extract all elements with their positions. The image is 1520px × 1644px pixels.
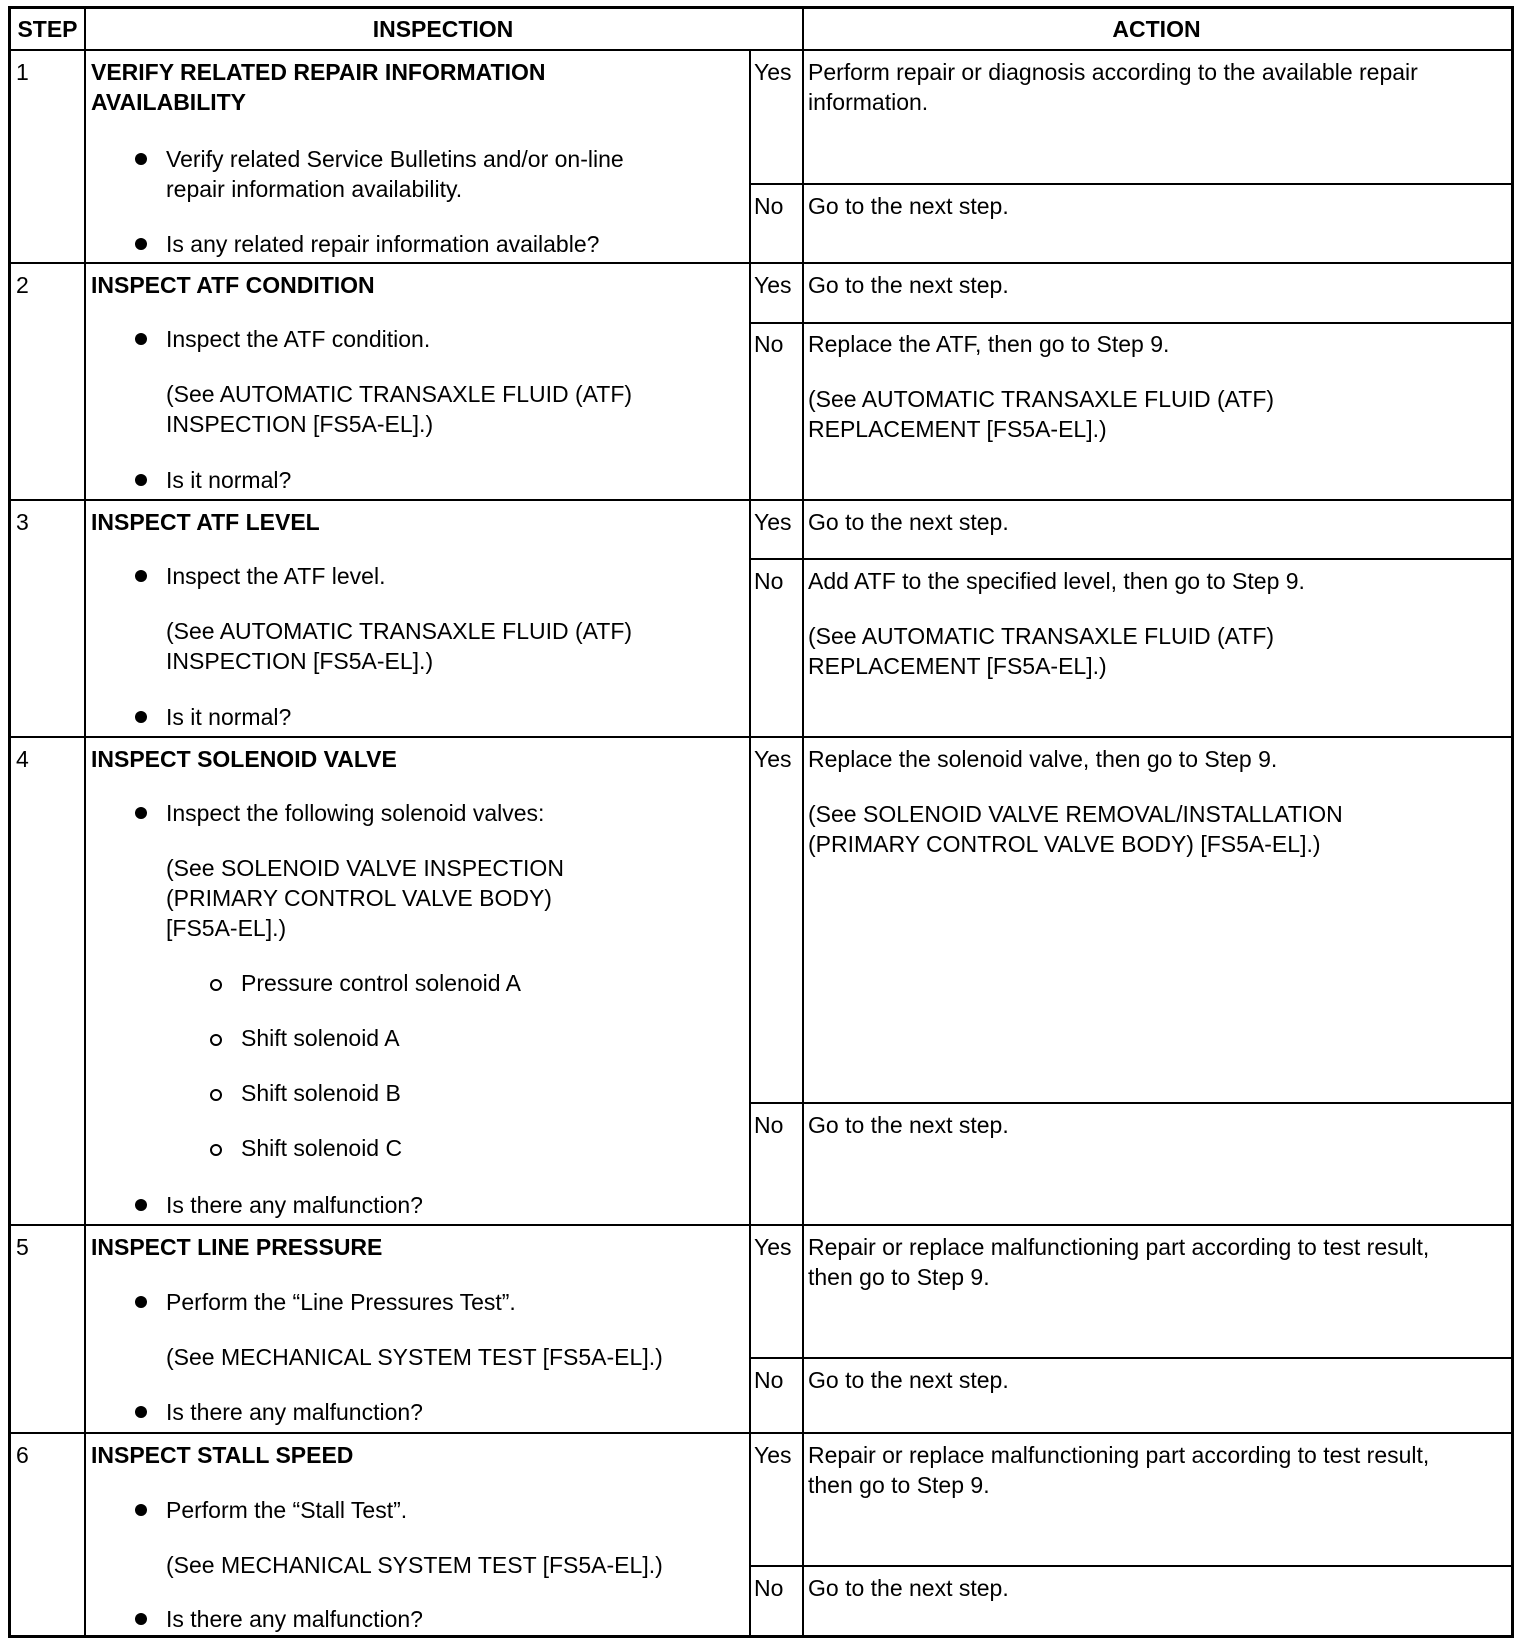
bullet-icon	[135, 711, 147, 723]
yes-no-split	[749, 322, 1511, 324]
row-line	[11, 262, 1511, 264]
yes-label: Yes	[754, 509, 792, 535]
yes-label: Yes	[754, 746, 792, 772]
action-text: Go to the next step.	[808, 509, 1009, 535]
reference-text: INSPECTION [FS5A-EL].)	[166, 411, 434, 437]
bullet-icon	[135, 1613, 147, 1625]
reference-text: (PRIMARY CONTROL VALVE BODY) [FS5A-EL].)	[808, 831, 1321, 857]
reference-text: INSPECTION [FS5A-EL].)	[166, 648, 434, 674]
action-text: Go to the next step.	[808, 1575, 1009, 1601]
yes-no-split	[749, 1102, 1511, 1104]
divider-action-col	[802, 9, 804, 1635]
yes-label: Yes	[754, 59, 792, 85]
bullet-icon	[135, 1199, 147, 1211]
step-number: 3	[16, 509, 29, 535]
step-title: INSPECT LINE PRESSURE	[91, 1234, 383, 1260]
no-label: No	[754, 1367, 784, 1393]
step-title: VERIFY RELATED REPAIR INFORMATION	[91, 59, 546, 85]
action-text: information.	[808, 89, 929, 115]
action-text: Go to the next step.	[808, 193, 1009, 219]
inspection-text: repair information availability.	[166, 176, 463, 202]
action-text: Replace the ATF, then go to Step 9.	[808, 331, 1170, 357]
divider-answer-col	[749, 49, 751, 1635]
sub-bullet-icon	[210, 979, 222, 991]
step-title: INSPECT STALL SPEED	[91, 1442, 354, 1468]
reference-text: (See AUTOMATIC TRANSAXLE FLUID (ATF)	[166, 618, 633, 644]
yes-label: Yes	[754, 272, 792, 298]
header-step: STEP	[17, 16, 78, 42]
inspection-text: Perform the “Line Pressures Test”.	[166, 1289, 516, 1315]
header-inspection: INSPECTION	[372, 16, 514, 42]
solenoid-item: Shift solenoid A	[241, 1025, 400, 1051]
row-line	[11, 1224, 1511, 1226]
reference-text: (See SOLENOID VALVE REMOVAL/INSTALLATION	[808, 801, 1343, 827]
step-number: 2	[16, 272, 29, 298]
action-text: Add ATF to the specified level, then go to Step 9.	[808, 568, 1305, 594]
sub-bullet-icon	[210, 1144, 222, 1156]
action-text: then go to Step 9.	[808, 1472, 990, 1498]
action-text: Repair or replace malfunctioning part according to test result,	[808, 1442, 1430, 1468]
reference-text: [FS5A-EL].)	[166, 915, 287, 941]
solenoid-item: Shift solenoid C	[241, 1135, 403, 1161]
reference-text: (See AUTOMATIC TRANSAXLE FLUID (ATF)	[166, 381, 633, 407]
yes-label: Yes	[754, 1234, 792, 1260]
bullet-icon	[135, 1504, 147, 1516]
action-text: then go to Step 9.	[808, 1264, 990, 1290]
inspection-question: Is it normal?	[166, 467, 292, 493]
bullet-icon	[135, 807, 147, 819]
inspection-question: Is there any malfunction?	[166, 1399, 423, 1425]
row-line	[11, 736, 1511, 738]
inspection-text: Inspect the ATF level.	[166, 563, 386, 589]
no-label: No	[754, 568, 784, 594]
inspection-question: Is any related repair information available?	[166, 231, 600, 257]
sub-bullet-icon	[210, 1089, 222, 1101]
bullet-icon	[135, 238, 147, 250]
inspection-table	[8, 6, 1514, 1638]
divider-step-col	[84, 9, 86, 1635]
step-title: INSPECT ATF CONDITION	[91, 272, 375, 298]
reference-text: REPLACEMENT [FS5A-EL].)	[808, 416, 1107, 442]
step-title: INSPECT ATF LEVEL	[91, 509, 320, 535]
row-line	[11, 499, 1511, 501]
yes-no-split	[749, 558, 1511, 560]
row-line	[11, 1432, 1511, 1434]
inspection-question: Is it normal?	[166, 704, 292, 730]
inspection-text: Perform the “Stall Test”.	[166, 1497, 408, 1523]
reference-text: (See SOLENOID VALVE INSPECTION	[166, 855, 564, 881]
inspection-question: Is there any malfunction?	[166, 1192, 423, 1218]
bullet-icon	[135, 474, 147, 486]
solenoid-item: Pressure control solenoid A	[241, 970, 521, 996]
step-title: AVAILABILITY	[91, 89, 247, 115]
bullet-icon	[135, 1406, 147, 1418]
step-number: 5	[16, 1234, 29, 1260]
reference-text: (See MECHANICAL SYSTEM TEST [FS5A-EL].)	[166, 1344, 663, 1370]
reference-text: REPLACEMENT [FS5A-EL].)	[808, 653, 1107, 679]
step-number: 4	[16, 746, 29, 772]
action-text: Go to the next step.	[808, 272, 1009, 298]
bullet-icon	[135, 570, 147, 582]
step-number: 6	[16, 1442, 29, 1468]
row-line	[11, 49, 1511, 51]
no-label: No	[754, 1575, 784, 1601]
reference-text: (PRIMARY CONTROL VALVE BODY)	[166, 885, 552, 911]
sub-bullet-icon	[210, 1034, 222, 1046]
no-label: No	[754, 193, 784, 219]
yes-no-split	[749, 183, 1511, 185]
action-text: Perform repair or diagnosis according to the available repair	[808, 59, 1418, 85]
step-number: 1	[16, 59, 29, 85]
no-label: No	[754, 331, 784, 357]
yes-label: Yes	[754, 1442, 792, 1468]
action-text: Go to the next step.	[808, 1367, 1009, 1393]
reference-text: (See AUTOMATIC TRANSAXLE FLUID (ATF)	[808, 623, 1275, 649]
action-text: Repair or replace malfunctioning part according to test result,	[808, 1234, 1430, 1260]
bullet-icon	[135, 153, 147, 165]
solenoid-item: Shift solenoid B	[241, 1080, 401, 1106]
bullet-icon	[135, 333, 147, 345]
inspection-question: Is there any malfunction?	[166, 1606, 423, 1632]
action-text: Go to the next step.	[808, 1112, 1009, 1138]
action-text: Replace the solenoid valve, then go to Step 9.	[808, 746, 1278, 772]
yes-no-split	[749, 1565, 1511, 1567]
step-title: INSPECT SOLENOID VALVE	[91, 746, 397, 772]
header-action: ACTION	[1112, 16, 1201, 42]
inspection-text: Inspect the ATF condition.	[166, 326, 431, 352]
bullet-icon	[135, 1296, 147, 1308]
reference-text: (See MECHANICAL SYSTEM TEST [FS5A-EL].)	[166, 1552, 663, 1578]
reference-text: (See AUTOMATIC TRANSAXLE FLUID (ATF)	[808, 386, 1275, 412]
no-label: No	[754, 1112, 784, 1138]
yes-no-split	[749, 1357, 1511, 1359]
inspection-text: Inspect the following solenoid valves:	[166, 800, 545, 826]
inspection-text: Verify related Service Bulletins and/or on-line	[166, 146, 624, 172]
